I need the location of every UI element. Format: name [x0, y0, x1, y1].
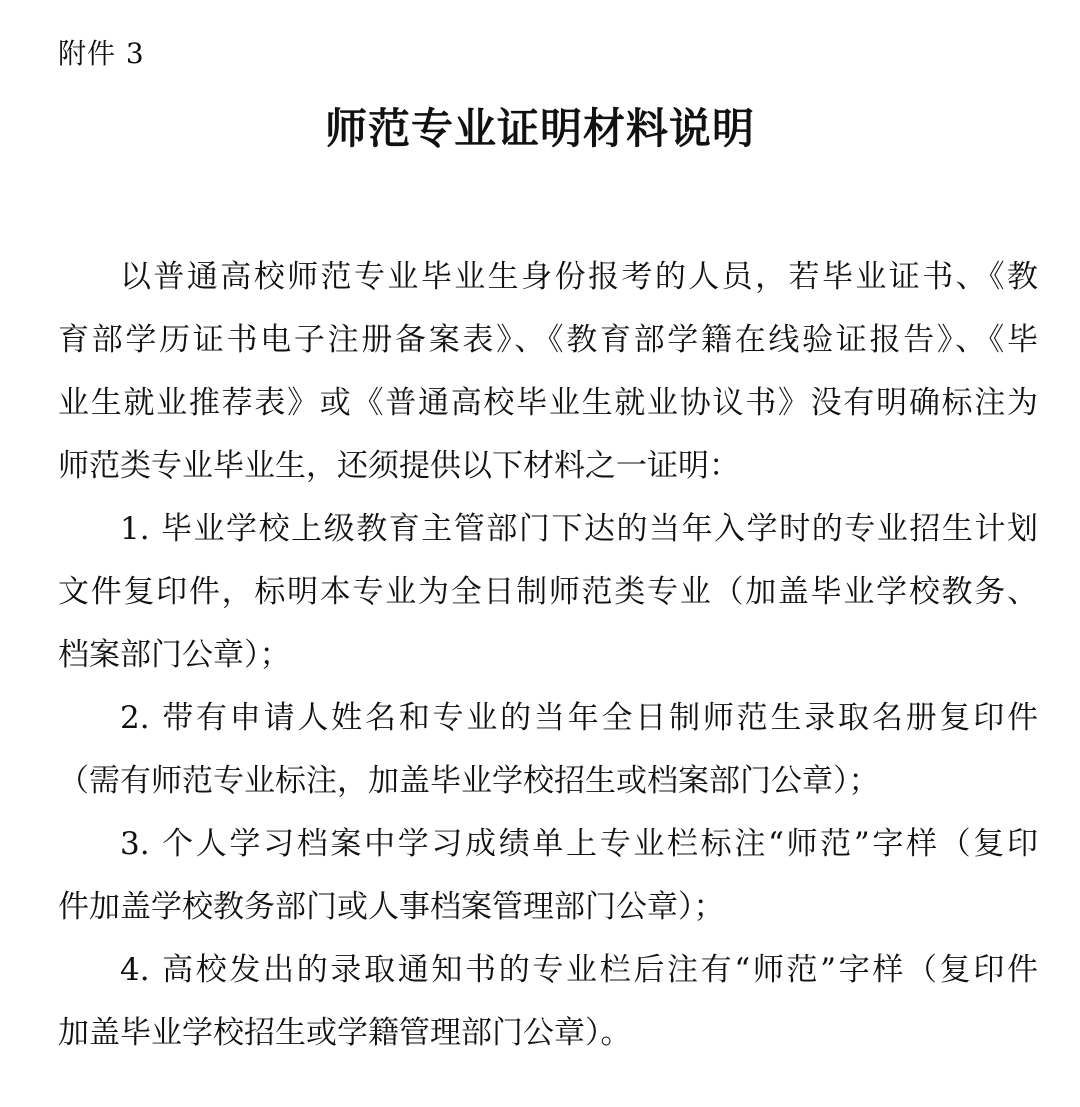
item-4-line-2: 加盖毕业学校招生或学籍管理部门公章）。: [58, 1015, 632, 1051]
paragraph-intro-line-3: 业生就业推荐表》或《普通高校毕业生就业协议书》没有明确标注为: [58, 385, 1038, 421]
paragraph-intro-line-1: 以普通高校师范专业毕业生身份报考的人员，若毕业证书、《教: [120, 259, 1038, 295]
document-body: [58, 246, 1038, 1065]
item-2-line-1: 2. 带有申请人姓名和专业的当年全日制师范生录取名册复印件: [120, 700, 1038, 736]
item-3-line-1: 3. 个人学习档案中学习成绩单上专业栏标注“师范”字样（复印: [120, 826, 1038, 862]
paragraph-intro-line-4: 师范类专业毕业生，还须提供以下材料之一证明：: [58, 448, 740, 484]
item-2-line-2: （需有师范专业标注，加盖毕业学校招生或档案部门公章）；: [58, 763, 880, 799]
item-1-line-2: 文件复印件，标明本专业为全日制师范类专业（加盖毕业学校教务、: [58, 574, 1038, 610]
document-title: 师范专业证明材料说明: [324, 104, 755, 153]
item-1-line-3: 档案部门公章）；: [58, 637, 291, 673]
item-3-line-2: 件加盖学校教务部门或人事档案管理部门公章）；: [58, 889, 725, 925]
paragraph-intro-line-2: 育部学历证书电子注册备案表》、《教育部学籍在线验证报告》、《毕: [58, 322, 1038, 358]
item-1-line-1: 1. 毕业学校上级教育主管部门下达的当年入学时的专业招生计划: [120, 511, 1038, 547]
attachment-label: 附件 3: [58, 37, 145, 70]
item-4-line-1: 4. 高校发出的录取通知书的专业栏后注有“师范”字样（复印件: [120, 952, 1038, 988]
